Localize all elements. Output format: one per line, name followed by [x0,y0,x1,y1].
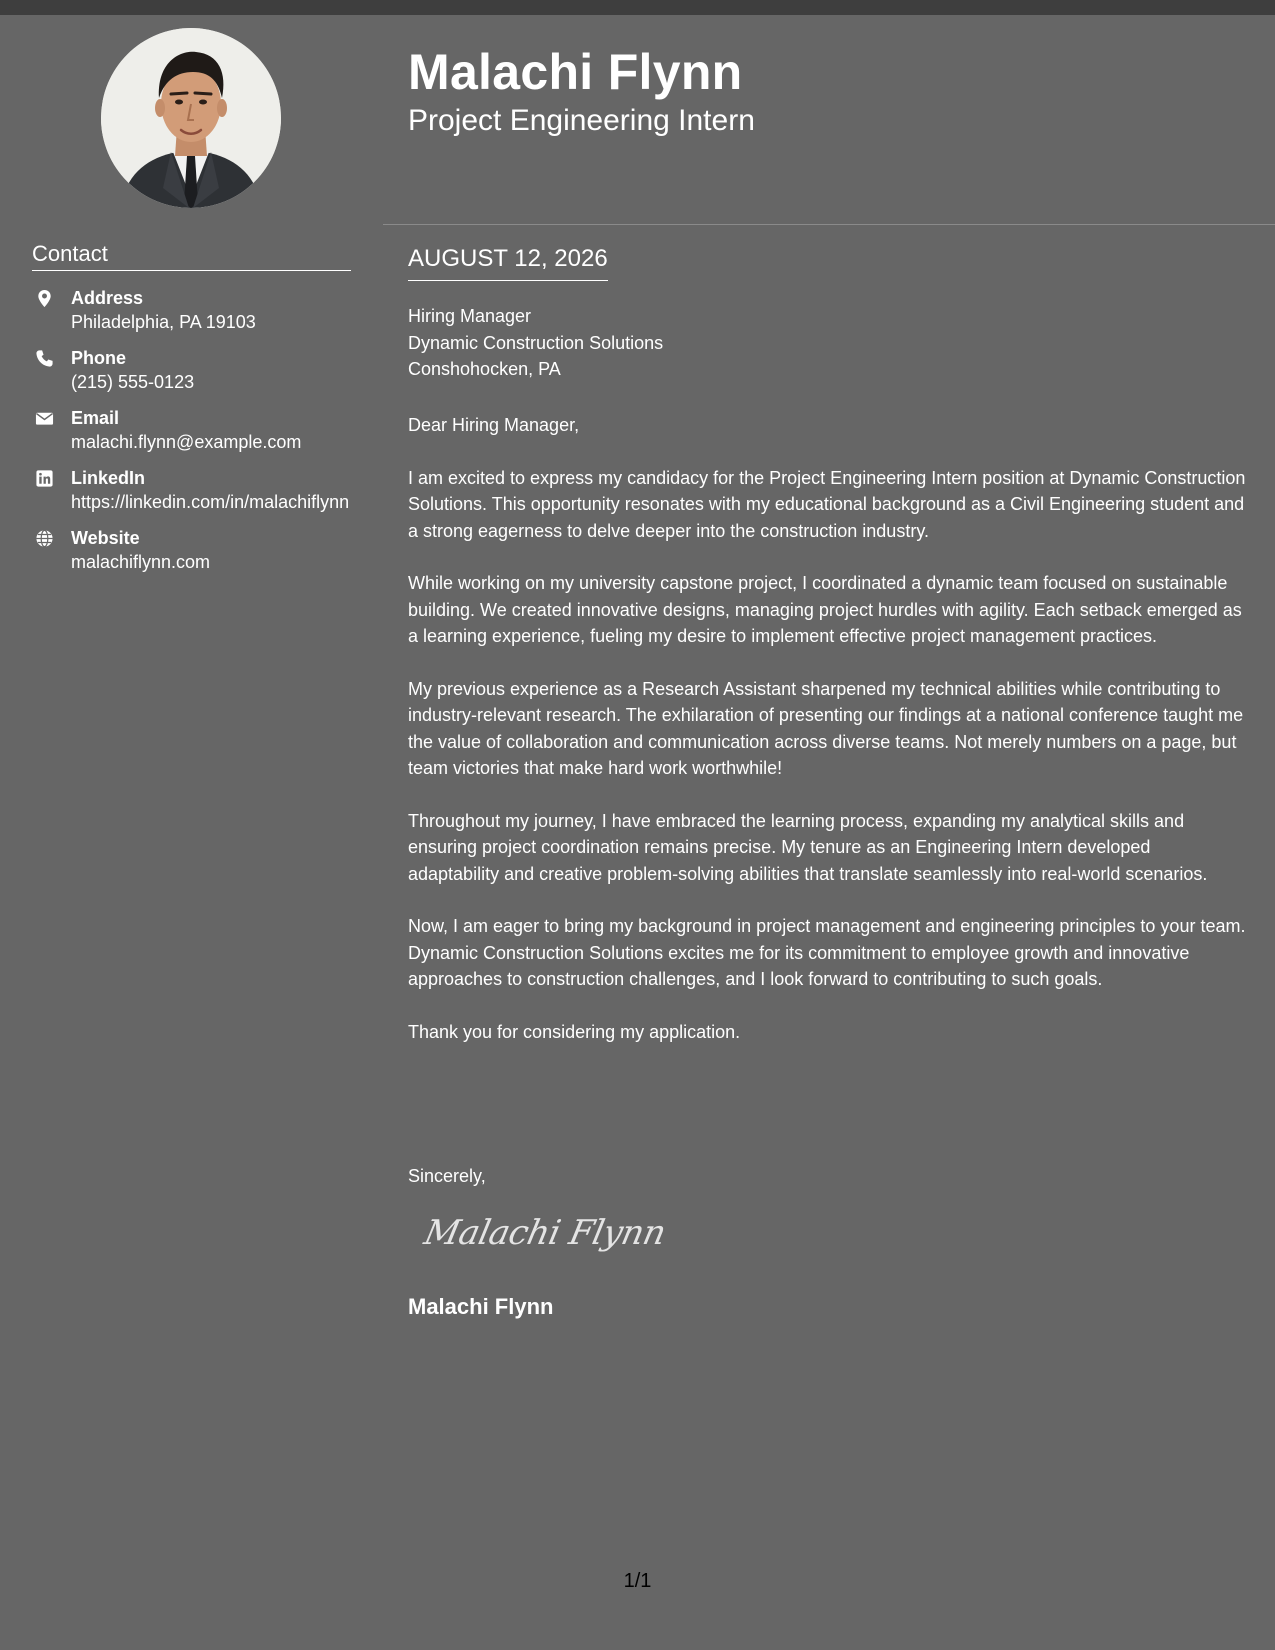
contact-item-email [32,406,362,454]
recipient-location: Conshohocken, PA [408,359,561,379]
letter-body [408,412,1246,1071]
applicant-role: Project Engineering Intern [408,104,755,137]
page-number: 1/1 [623,1570,652,1592]
cover-letter-page [0,15,1275,1650]
letter-paragraph: Now, I am eager to bring my background in project management and engineering principles to your team. Dynamic Construction Solutions excites me for its commitment to employee growth and innovative approaches to construction challenges, and I look forward to contributing to such goals. [408,916,1246,989]
closing: Sincerely, [408,1166,486,1186]
sidebar [0,15,383,1650]
letter-paragraph: Throughout my journey, I have embraced the learning process, expanding my analytical skills and ensuring project coordination remains precise. My tenure as an Engineering Intern developed adaptability and creative problem-solving abilities that translate seamlessly into real-world scenarios. [408,810,1208,884]
avatar [101,28,281,208]
letter-paragraph: Thank you for considering my application. [408,1021,741,1042]
contact-heading: Contact [32,241,351,271]
salutation: Dear Hiring Manager, [408,415,580,435]
profile-photo [101,28,281,208]
recipient-block [408,303,663,383]
map-pin-icon [35,289,54,308]
address-value: Philadelphia, PA 19103 [71,312,256,332]
header-divider [383,224,1275,225]
handwritten-signature: Malachi Flynn [420,1213,670,1253]
contact-label: LinkedIn [71,468,146,488]
envelope-icon [35,409,54,428]
phone-icon [35,349,54,368]
recipient-company: Dynamic Construction Solutions [408,332,664,353]
phone-value: (215) 555-0123 [71,372,195,392]
email-value[interactable]: malachi.flynn@example.com [71,432,302,452]
letter-paragraph: I am excited to express my candidacy for the Project Engineering Intern position at Dynamic Construction Solutions. This opportunity resonates with my educational background as a Civil Engineering student and a strong eagerness to delve deeper into the construction industry. [408,467,1246,541]
letter-paragraph: While working on my university capstone project, I coordinated a dynamic team focused on sustainable building. We created innovative designs, managing project hurdles with agility. Each setback emerged as a learning experience, fueling my desire to implement effective project management practices. [408,573,1242,646]
signed-name: Malachi Flynn [408,1294,554,1319]
letter-paragraph: My previous experience as a Research Assistant sharpened my technical abilities while contributing to industry-relevant research. The exhilaration of presenting our findings at a national conference taught me the value of collaboration and communication across diverse teams. Not merely numbers on a page, but team victories that make hard work worthwhile! [408,678,1244,778]
contact-label: Address [71,288,144,308]
contact-item-phone [32,346,362,394]
contact-item-website [32,526,362,574]
applicant-name: Malachi Flynn [408,44,743,100]
top-bar [0,0,1275,15]
contact-item-address [32,286,362,334]
recipient-title: Hiring Manager [408,306,532,326]
contact-label: Phone [71,348,127,368]
contact-item-linkedin [32,466,362,514]
globe-icon [35,529,54,548]
contact-label: Website [71,528,140,548]
contact-label: Email [71,408,120,428]
website-value[interactable]: malachiflynn.com [71,552,211,572]
letter-date: AUGUST 12, 2026 [408,244,608,281]
linkedin-icon [35,469,54,488]
linkedin-value[interactable]: https://linkedin.com/in/malachiflynn [71,492,350,512]
contact-list [32,286,362,586]
